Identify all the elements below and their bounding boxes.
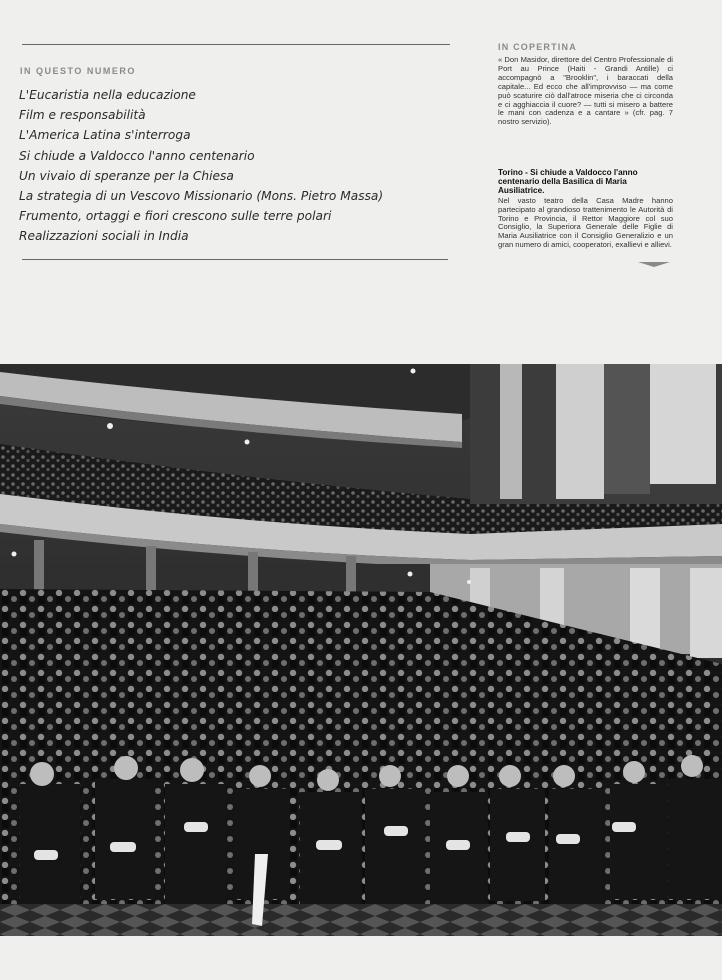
toc-item[interactable]: La strategia di un Vescovo Missionario (Mons. Pietro Massa) — [19, 188, 384, 203]
table-of-contents — [19, 85, 449, 247]
toc-item[interactable]: Un vivaio di speranze per la Chiesa — [19, 168, 234, 183]
toc-item[interactable]: Si chiude a Valdocco l'anno centenario — [19, 148, 255, 163]
theatre-audience-photo — [0, 364, 722, 936]
photo-caption-text: Nel vasto teatro della Casa Madre hanno partecipato al grandioso trattenimento le Autorità di Torino e Provincia, il Rettor Maggiore col suo Consiglio, la Superiora Generale delle Figlie di Maria Ausiliatrice con il Consiglio Generalizio e un gran numero di amici, cooperatori, exallievi e allievi. — [498, 195, 673, 250]
theatre-photo-illustration — [0, 364, 722, 936]
cover-text: « Don Masidor, direttore del Centro Professionale di Port au Prince (Haiti - Grandi Antille) ci accompagnò a "Brooklin", i baraccati della capitale... Ed ecco che all'improvviso — ma come può scaturire ciò dall'atroce miseria che ci circonda e ci agghiaccia il cuore? — tutti si misero a battere le mani con cadenza e a cantare » (cfr. pag. 7 nostro servizio). — [498, 55, 673, 127]
toc-item[interactable]: L'Eucaristia nella educazione — [19, 88, 196, 102]
cover-heading: IN COPERTINA — [498, 42, 577, 52]
contents-heading: IN QUESTO NUMERO — [20, 66, 136, 76]
toc-item[interactable]: Film e responsabilità — [19, 108, 146, 123]
caption-arrow-icon — [638, 262, 670, 267]
cover-description — [498, 42, 673, 127]
toc-item[interactable]: L'America Latina s'interroga — [19, 128, 191, 143]
photo-caption-title: Torino - Si chiude a Valdocco l'anno centenario della Basilica di Maria Ausiliatrice. — [498, 168, 638, 195]
bottom-rule — [22, 259, 448, 260]
toc-item[interactable]: Realizzazioni sociali in India — [19, 229, 189, 244]
photo-caption — [498, 169, 673, 250]
top-rule — [22, 44, 450, 45]
toc-item[interactable]: Frumento, ortaggi e fiori crescono sulle terre polari — [19, 209, 332, 224]
